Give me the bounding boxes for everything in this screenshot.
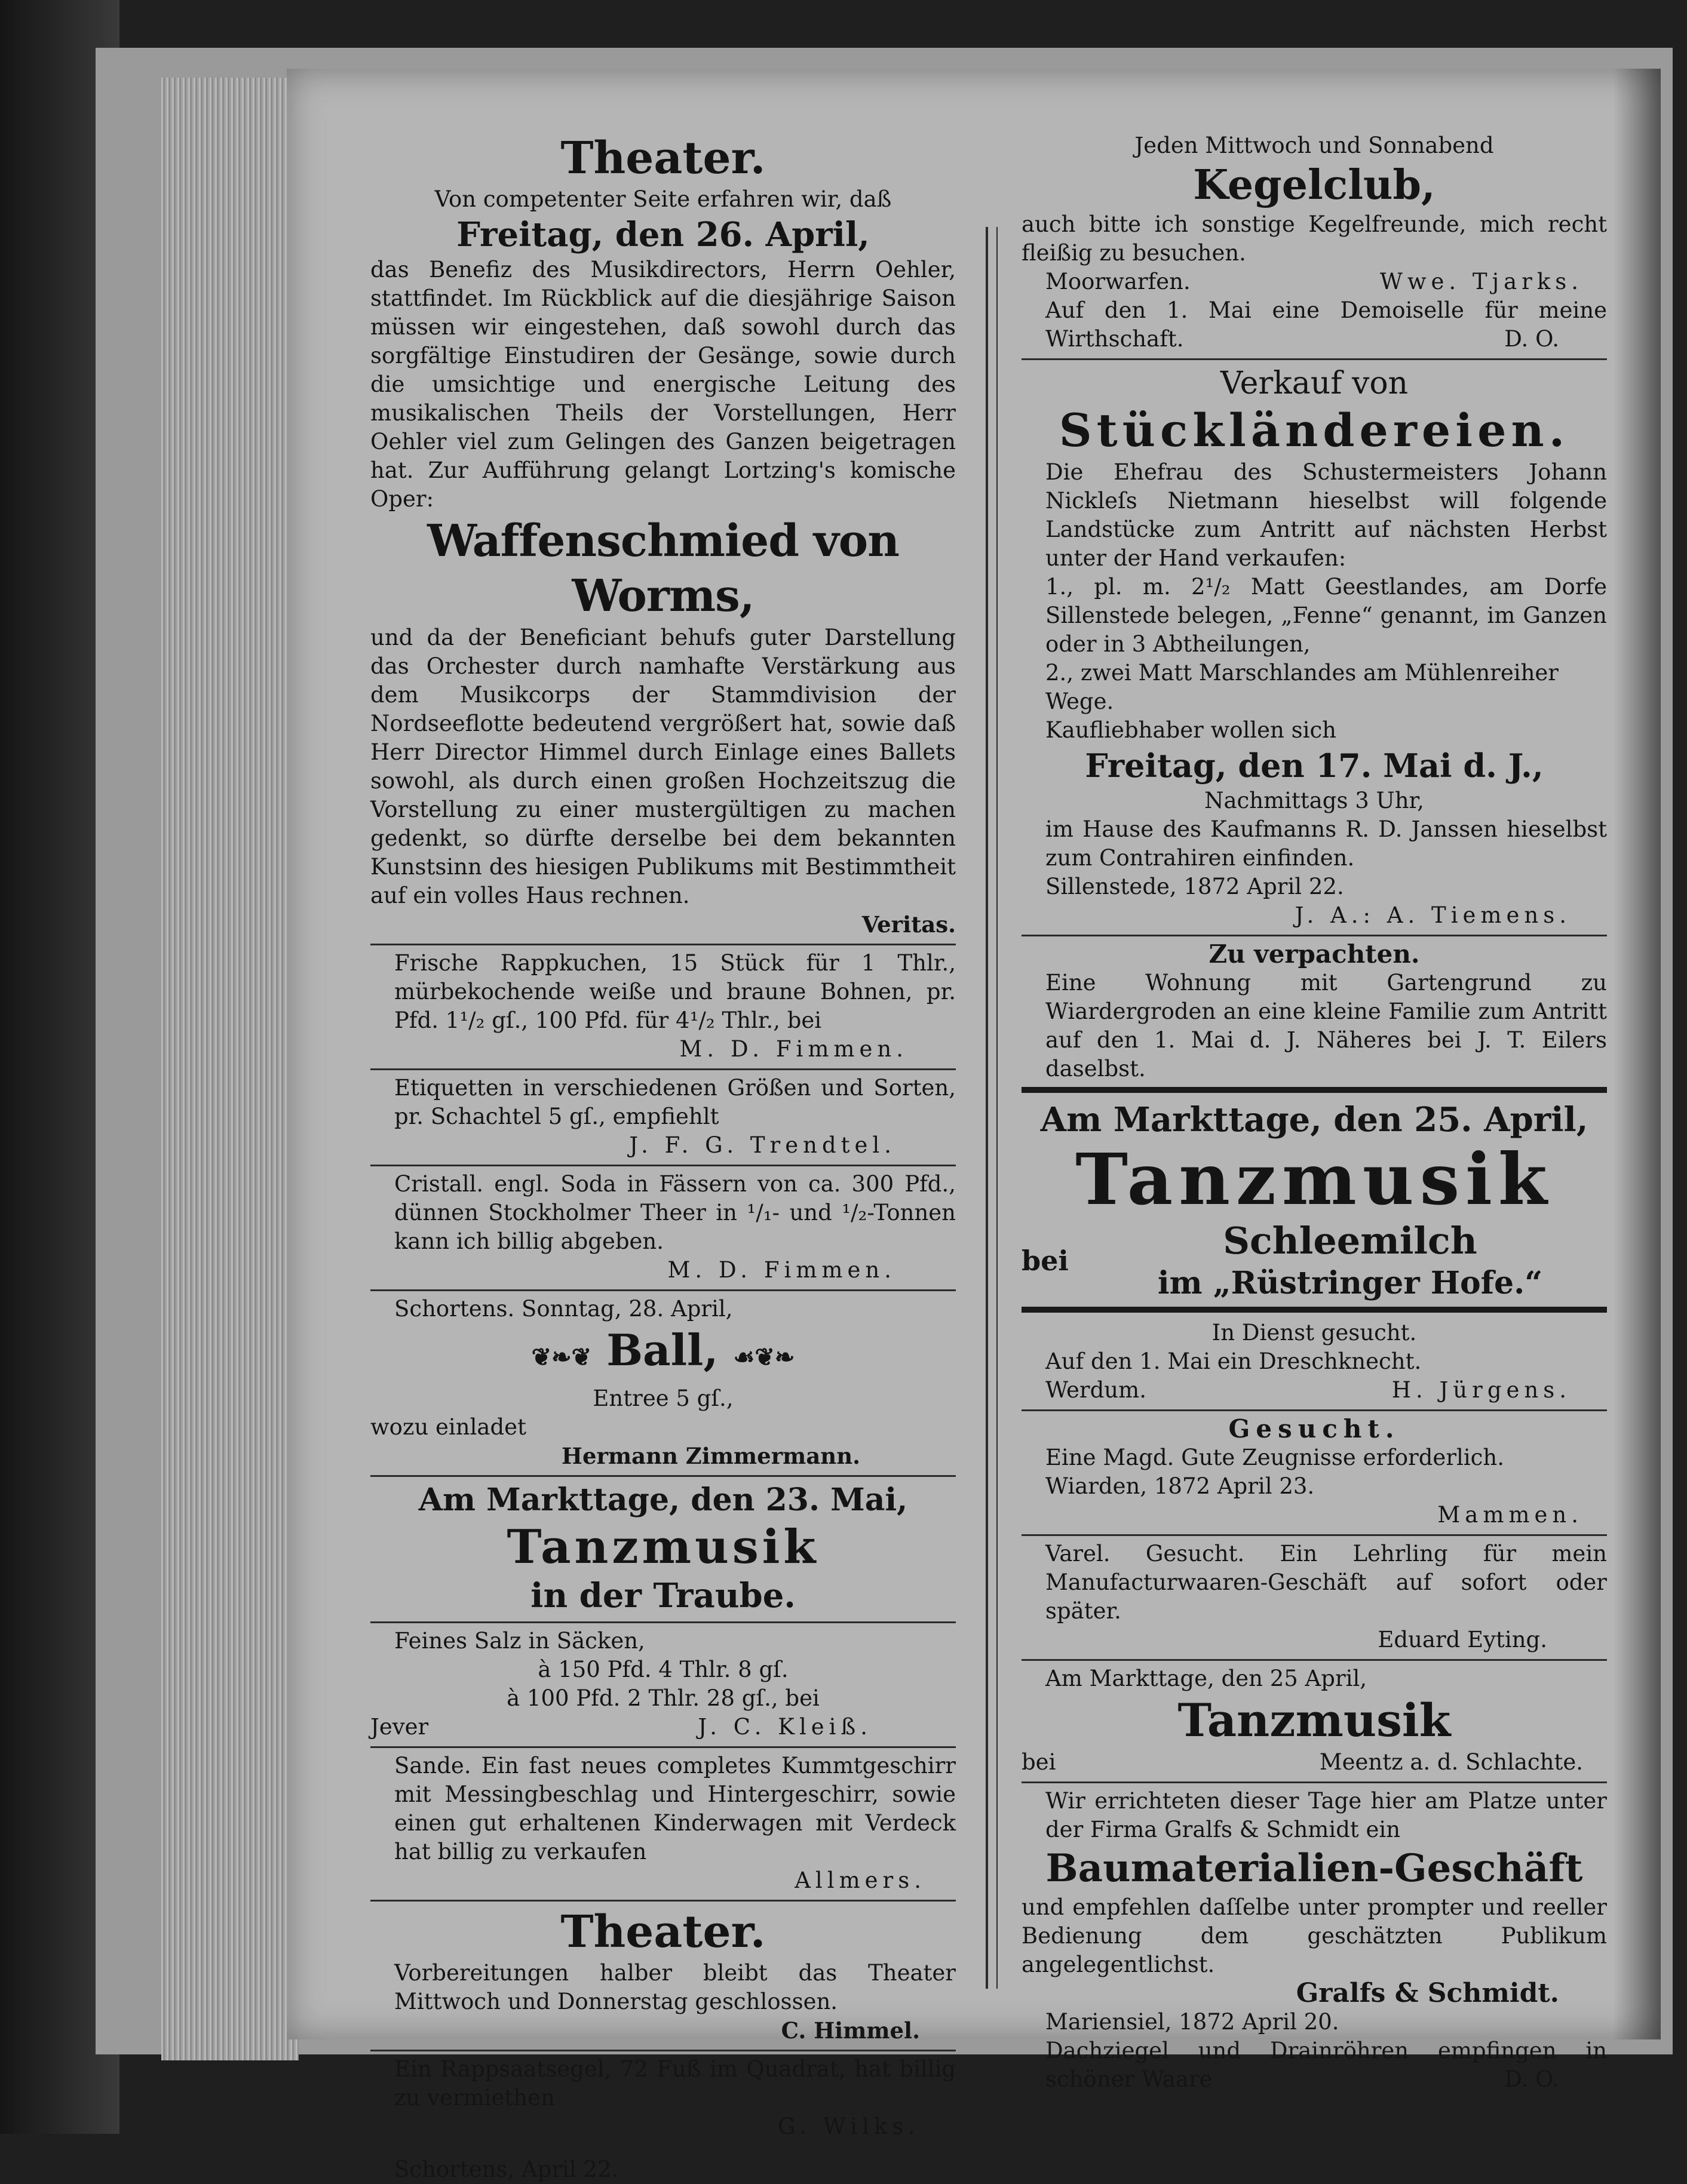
body-text: auch bitte ich sonstige Kegelfreunde, mich recht fleißig zu besuchen. (1022, 211, 1607, 266)
divider (1022, 1534, 1607, 1536)
tanzmusik-heading: Tanzmusik (1177, 1694, 1451, 1747)
gesucht-heading: Gesucht. (1228, 1414, 1400, 1443)
ad-tanzmusik-schleemilch (1022, 1099, 1607, 1303)
divider (370, 1900, 956, 1902)
divider (1022, 1659, 1607, 1661)
ad-dachziegel (1022, 2036, 1607, 2094)
divider (370, 1621, 956, 1623)
ad-gesucht (1022, 1415, 1607, 1529)
body-text: und empfehlen daſſelbe unter prompter und reeller Bedienung dem geschätzten Publikum angelegentlichst. (1022, 1894, 1607, 1977)
signature: D. O. (1504, 326, 1559, 352)
signature: G. Wilks. (778, 2114, 920, 2139)
list-item: 2., zwei Matt Marschlandes am Mühlenreiher Wege. (1045, 660, 1559, 714)
body-text: Sande. Ein fast neues completes Kummtgeschirr mit Messingbeschlag und Hintergeschirr, sowie einen gut erhaltenen Kinderwagen mit Verdeck hat billig zu verkaufen (394, 1753, 956, 1864)
tanzmusik-heading: Tanzmusik (1075, 1138, 1553, 1221)
divider (370, 2050, 956, 2051)
divider (1022, 935, 1607, 936)
divider-thick (1022, 1087, 1607, 1093)
signature: Meentz a. d. Schlachte. (1319, 1749, 1583, 1775)
ball-heading (370, 1323, 956, 1384)
subheading: Von competenter Seite erfahren wir, daß (434, 186, 892, 212)
signature: Veritas. (861, 911, 956, 938)
divider (1022, 1409, 1607, 1411)
invite-text: wozu einladet (370, 1414, 526, 1440)
heading-theater: Theater. (560, 133, 766, 184)
divider (370, 1289, 956, 1291)
signature: Hermann Zimmermann. (561, 1443, 860, 1469)
body-text: Auf den 1. Mai eine Demoiselle für meine Wirthschaft. (1045, 297, 1607, 352)
ball-title: Ball, (606, 1325, 719, 1375)
ad-baumaterialien (1022, 1787, 1607, 2036)
body-text: Vorbereitungen halber bleibt das Theater Mittwoch und Donnerstag geschlossen. (394, 1960, 956, 2014)
body-text: Eine Magd. Gute Zeugnisse erforderlich. (1045, 1445, 1504, 1470)
baumaterialien-heading: Baumaterialien-Geschäft (1045, 1846, 1583, 1891)
date-line: Am Markttage, den 25 April, (1045, 1666, 1367, 1691)
dienst-heading: In Dienst gesucht. (1211, 1320, 1417, 1346)
body-text: Frische Rappkuchen, 15 Stück für 1 Thlr., mürbekochende weiße und braune Bohnen, pr. Pfd. 1¹/₂ gſ., 100 Pfd. für 4¹/₂ Thlr., bei (394, 950, 956, 1033)
verpachten-heading: Zu verpachten. (1208, 939, 1420, 969)
ad-rappkuchen (370, 949, 956, 1064)
dateline: Wiarden, 1872 April 23. (1045, 1473, 1315, 1499)
signature: Wwe. Tjarks. (1379, 269, 1583, 294)
ad-lehrling (1022, 1540, 1607, 1654)
divider (370, 944, 956, 945)
time-text: Nachmittags 3 Uhr, (1204, 788, 1424, 813)
ad-salz (370, 1627, 956, 1741)
divider (370, 1746, 956, 1748)
body-text: Dachziegel und Drainröhren empfingen in schöner Waare (1045, 2038, 1607, 2092)
divider (370, 1475, 956, 1477)
price-line: à 100 Pfd. 2 Thlr. 28 gſ., bei (507, 1685, 820, 1711)
bei-label: bei (1022, 1245, 1069, 1277)
left-column (370, 131, 956, 2184)
signature: J. A.: A. Tiemens. (1295, 902, 1571, 928)
signature: D. O. (1504, 2066, 1559, 2092)
page-edges (161, 78, 299, 2060)
body-text: Schortens. Sonntag, 28. April, (394, 1296, 733, 1322)
dateline: Sillenstede, 1872 April 22. (1045, 874, 1344, 899)
entree-text: Entree 5 gſ., (593, 1386, 734, 1411)
body-text: Etiquetten in verschiedenen Größen und Sorten, pr. Schachtel 5 gſ., empfiehlt (394, 1075, 956, 1129)
body-text: im Hause des Kaufmanns R. D. Janssen hieselbst zum Contrahiren einfinden. (1045, 816, 1607, 871)
divider (1022, 1781, 1607, 1783)
ad-segel (370, 2055, 956, 2184)
signature: Allmers. (795, 1867, 926, 1893)
host-name: Schleemilch (1223, 1219, 1477, 1263)
place-heading: in der Traube. (530, 1576, 796, 1615)
venue-name: im „Rüstringer Hofe.“ (1157, 1265, 1543, 1301)
divider (1022, 358, 1607, 360)
dateline: Mariensiel, 1872 April 20. (1045, 2009, 1339, 2035)
bei-label: bei (1022, 1749, 1056, 1775)
signature: Mammen. (1437, 1502, 1583, 1528)
body-text: Auf den 1. Mai ein Dreschknecht. (1045, 1349, 1422, 1374)
column-divider (986, 227, 988, 1989)
ad-tanzmusik-meentz (1022, 1664, 1607, 1777)
signature: H. Jürgens. (1391, 1377, 1571, 1403)
body-text: Feines Salz in Säcken, (394, 1628, 645, 1654)
signature: Eduard Eyting. (1378, 1627, 1547, 1652)
date-heading: Am Markttage, den 25. April, (1040, 1100, 1588, 1139)
signature: J. F. G. Trendtel. (629, 1132, 896, 1158)
opera-title: Waffenschmied von Worms, (427, 515, 899, 622)
signature: C. Himmel. (781, 2017, 920, 2044)
price-line: à 150 Pfd. 4 Thlr. 8 gſ. (538, 1657, 789, 1682)
body-text: Die Ehefrau des Schustermeisters Johann Nickleſs Nietmann hieselbst will folgende Landstücke zum Antritt auf nächsten Herbst unter der Hand verkaufen: (1045, 459, 1607, 571)
date-heading: Freitag, den 26. April, (456, 215, 870, 254)
verkauf-heading: Verkauf von (1220, 365, 1409, 401)
body-text: das Benefiz des Musikdirectors, Herrn Oehler, stattfindet. Im Rückblick auf die diesjährige Saison müssen wir eingestehen, daß sowohl durch das sorgfältige Einstudiren der Gesänge, sowie durch die umsichtige und energische Leitung des musikalischen Theils der Vorstellungen, Herr Oehler viel zum Gelingen des Ganzen beigetragen hat. Zur Aufführung gelangt Lortzing's komische Oper: (370, 257, 956, 512)
heading-theater: Theater. (560, 1906, 766, 1958)
signature: M. D. Fimmen. (679, 1036, 908, 1062)
signature: Gralfs & Schmidt. (1296, 1978, 1559, 2008)
body-text: und da der Beneficiant behufs guter Darstellung das Orchester durch namhafte Verstärkung aus dem Musikcorps der Stammdivision der Nordseeflotte bedeutend vergrößert hat, sowie daß Herr Director Himmel durch Einlage eines Ballets sowohl, als durch einen großen Hochzeitszug die Vorstellung zu einer mustergültigen zu machen gedenkt, so dürfte derselbe bei dem bekannten Kunstsinn des hiesigen Publikums mit Bestimmtheit auf ein volles Haus rechnen. (370, 625, 956, 908)
ad-kegelclub (1022, 131, 1607, 296)
ad-soda (370, 1170, 956, 1285)
tanzmusik-heading: Tanzmusik (507, 1520, 820, 1574)
dateline: Schortens, April 22. (394, 2157, 619, 2182)
flourish-left-icon: ❦❧❦ (531, 1343, 592, 1371)
divider (370, 1165, 956, 1166)
divider (370, 1068, 956, 1070)
signature: J. C. Kleiß. (698, 1714, 872, 1740)
body-text: Ein Rappsaatsegel, 72 Fuß im Quadrat, hat billig zu vermiethen (394, 2056, 956, 2111)
body-text: Varel. Gesucht. Ein Lehrling für mein Manufacturwaaren-Geschäft auf sofort oder später. (1045, 1541, 1607, 1624)
place: Jever (370, 1714, 429, 1740)
ad-ball (370, 1295, 956, 1470)
ad-demoiselle (1022, 296, 1607, 354)
place: Werdum. (1045, 1377, 1146, 1403)
ad-sande (370, 1752, 956, 1895)
divider-thick (1022, 1307, 1607, 1313)
ad-theater-geschlossen (370, 1905, 956, 2045)
body-text: Kaufliebhaber wollen sich (1045, 717, 1337, 743)
ad-etiquetten (370, 1074, 956, 1160)
body-text: Eine Wohnung mit Gartengrund zu Wiardergroden an eine kleine Familie zum Antritt auf den 1. Mai d. J. Näheres bei J. T. Eilers daselbst. (1045, 970, 1607, 1082)
flourish-right-icon: ☙❦❧ (733, 1343, 795, 1371)
ad-tanzmusik-traube (370, 1480, 956, 1617)
list-item: 1., pl. m. 2¹/₂ Matt Geestlandes, am Dorfe Sillenstede belegen, „Fenne“ genannt, im Ganzen oder in 3 Abtheilungen, (1045, 574, 1607, 657)
body-text: Jeden Mittwoch und Sonnabend (1134, 133, 1494, 158)
ad-verpachten (1022, 940, 1607, 1083)
date-heading: Am Markttage, den 23. Mai, (418, 1482, 908, 1518)
column-divider-thin (996, 227, 998, 1989)
stueck-heading: Stückländereien. (1059, 404, 1570, 457)
body-text: Wir errichteten dieser Tage hier am Platze unter der Firma Gralfs & Schmidt ein (1045, 1788, 1607, 1842)
ad-dienst (1022, 1319, 1607, 1405)
body-text: Cristall. engl. Soda in Fässern von ca. 300 Pfd., dünnen Stockholmer Theer in ¹/₁- und ¹/₂-Tonnen kann ich billig abgeben. (394, 1171, 956, 1254)
place: Moorwarfen. (1045, 269, 1191, 294)
date-heading: Freitag, den 17. Mai d. J., (1085, 747, 1544, 785)
right-column (1022, 131, 1607, 2094)
kegelclub-heading: Kegelclub, (1193, 161, 1436, 209)
ad-theater-benefiz (370, 131, 956, 939)
ad-verkauf (1022, 364, 1607, 930)
signature: M. D. Fimmen. (667, 1257, 896, 1283)
